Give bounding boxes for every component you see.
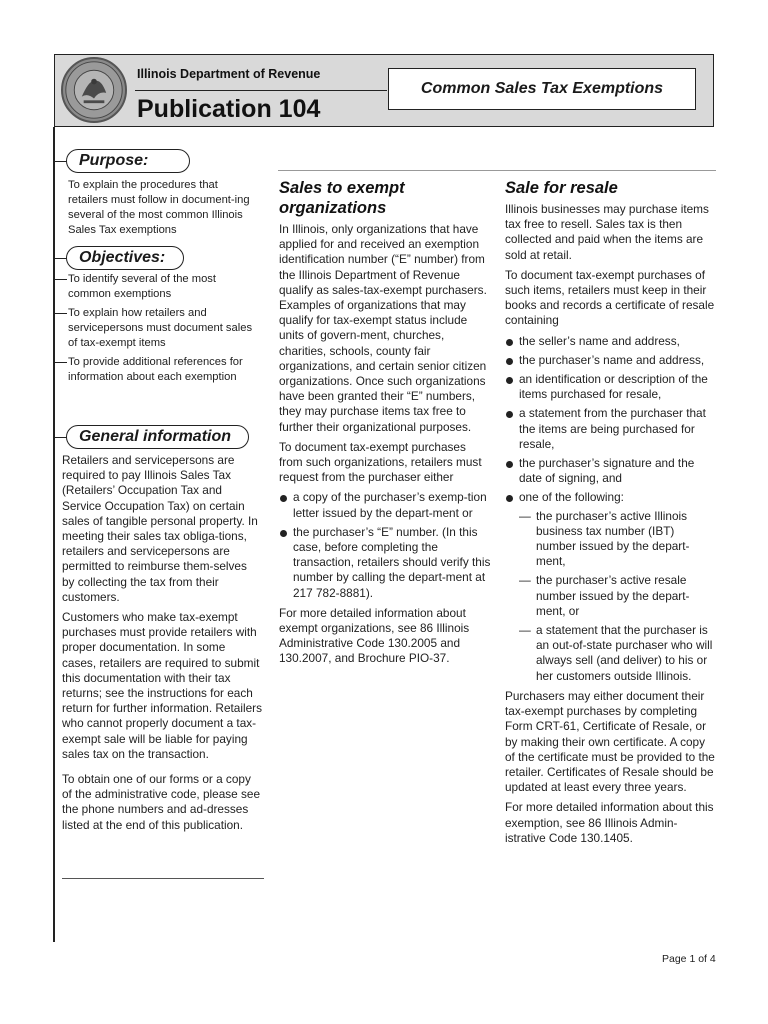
list-item-text: one of the following:	[519, 490, 624, 505]
list-item-text: a statement from the purchaser that the items are being purchased for resale,	[519, 406, 706, 451]
list-item	[519, 623, 717, 684]
list-item	[505, 406, 717, 452]
exempt-organizations-paragraph-2: To document tax-exempt purchases from such organizations, retailers must request from the purchaser either	[279, 439, 482, 485]
publication-header	[54, 54, 714, 127]
exempt-organizations-column	[279, 178, 491, 672]
objective-item-1: To identify several of the most common exemptions	[68, 273, 216, 300]
list-item	[519, 573, 717, 619]
exempt-organizations-heading: Sales to exempt organizations	[279, 179, 405, 217]
bullet-dot-icon	[506, 495, 513, 502]
list-item-text: the purchaser’s name and address,	[519, 352, 705, 367]
exempt-organizations-paragraph-1: In Illinois, only organizations that have applied for and received an exemption identification number (“E” number) from the Illinois Department of Revenue qualify as sales-tax-exempt purchasers. Examples of organizations that may qualify for tax-exempt status include units of govern-ment, churches, charities, schools, county fair organizations, and certain senior citizen organizations. Once such organizations have been granted their “E” numbers, they may purchase items tax free to further their organizational purposes.	[279, 222, 487, 434]
objective-item-2: To explain how retailers and servicepersons must document sales of tax-exempt items	[68, 307, 253, 349]
sale-for-resale-paragraph-4: For more detailed information about this exemption, see 86 Illinois Admin-istrative Code 130.1405.	[505, 800, 714, 845]
list-item	[505, 334, 717, 349]
list-item-text: the purchaser’s active resale number issued by the depart-ment, or	[536, 573, 690, 618]
purpose-heading: Purpose:	[66, 149, 190, 173]
general-info-tick	[53, 437, 67, 438]
bullet-dot-icon	[280, 495, 287, 502]
sale-for-resale-paragraph-2: To document tax-exempt purchases of such items, retailers must keep in their books and records a certificate of resale containing	[505, 267, 715, 328]
objectives-heading: Objectives:	[66, 246, 184, 270]
dash-icon: —	[519, 573, 531, 588]
list-item	[505, 372, 717, 402]
left-margin-rule	[53, 127, 55, 942]
objective-item-3: To provide additional references for information about each exemption	[68, 356, 243, 383]
dash-icon: —	[519, 508, 531, 523]
state-seal-icon	[61, 57, 127, 123]
bullet-dot-icon	[506, 377, 513, 384]
objective-tick-1	[55, 279, 67, 280]
bullet-dot-icon	[506, 461, 513, 468]
list-item	[519, 509, 717, 570]
resale-certificate-list	[505, 334, 717, 684]
bullet-dot-icon	[506, 358, 513, 365]
page-number: Page 1 of 4	[662, 953, 716, 965]
bullet-dot-icon	[280, 530, 287, 537]
column-top-rule	[278, 170, 716, 171]
sale-for-resale-paragraph-1: Illinois businesses may purchase items tax free to resell. Sales tax is then collected and paid when the items are sold at retail.	[505, 202, 709, 262]
department-name: Illinois Department of Revenue	[137, 67, 321, 81]
objective-tick-2	[55, 313, 67, 314]
list-item	[279, 490, 491, 520]
header-divider	[135, 90, 387, 91]
list-item	[279, 525, 491, 601]
sale-for-resale-column	[505, 178, 717, 851]
exempt-organizations-paragraph-3: For more detailed information about exempt organizations, see 86 Illinois Administrative Code 130.2005 and 130.2007, and Brochure PIO-37.	[279, 605, 470, 666]
list-item-text: the purchaser’s signature and the date of signing, and	[519, 456, 695, 486]
list-item	[505, 490, 717, 683]
dash-icon: —	[519, 623, 531, 638]
general-info-paragraph-1: Retailers and servicepersons are required to pay Illinois Sales Tax (Retailers’ Occupation Tax and Service Occupation Tax) on certain sales of tangible personal property. In meeting their sales tax obliga-tions, retailers and servicepersons are permitted to reimburse them-selves by collecting the tax from their customers.	[62, 453, 258, 604]
list-item-text: an identification or description of the items purchased for resale,	[519, 372, 708, 402]
general-info-body	[62, 453, 262, 838]
objectives-tick	[53, 258, 67, 259]
bullet-dot-icon	[506, 339, 513, 346]
list-item	[505, 353, 717, 368]
bullet-dot-icon	[506, 411, 513, 418]
sidebar-bottom-rule	[62, 878, 264, 879]
sale-for-resale-paragraph-3: Purchasers may either document their tax-exempt purchases by completing Form CRT-61, Certificate of Resale, or by making their own certificate. A copy of the certificate must be provided to the retailer. Certificates of Resale should be updated at least every three years.	[505, 688, 715, 795]
list-item-text: the purchaser’s active Illinois business tax number (IBT) number issued by the depart-ment,	[536, 508, 690, 569]
list-item-text: a copy of the purchaser’s exemp-tion letter issued by the depart-ment or	[293, 490, 487, 520]
general-info-heading: General information	[66, 425, 249, 449]
publication-title: Common Sales Tax Exemptions	[388, 68, 696, 110]
exempt-organizations-list	[279, 490, 491, 600]
list-item-text: the purchaser’s “E” number. (In this case, before completing the transaction, retailers should verify this number by calling the depart-ment at 217 782-8881).	[293, 524, 491, 600]
resale-options-list	[519, 509, 717, 684]
list-item-text: the seller’s name and address,	[519, 333, 680, 348]
general-info-paragraph-3: To obtain one of our forms or a copy of the administrative code, please see the phone numbers and ad-dresses listed at the end of this publication.	[62, 772, 261, 832]
sale-for-resale-heading: Sale for resale	[505, 179, 618, 197]
purpose-text: To explain the procedures that retailers must follow in document-ing several of the most common Illinois Sales Tax exemptions	[68, 179, 250, 236]
list-item-text: a statement that the purchaser is an out-of-state purchaser who will always sell (and deliver) to his or her customers outside Illinois.	[536, 623, 713, 683]
list-item	[505, 456, 717, 486]
general-info-paragraph-2: Customers who make tax-exempt purchases must provide retailers with proper documentation. In some cases, retailers are required to submit this documentation with their tax returns; see the instructions for each return for further information. Retailers who cannot properly document a tax-exempt sale will be liable for paying sales tax on the transaction.	[62, 610, 262, 761]
purpose-tick	[53, 161, 67, 162]
publication-number: Publication 104	[137, 95, 321, 123]
objective-tick-3	[55, 362, 67, 363]
